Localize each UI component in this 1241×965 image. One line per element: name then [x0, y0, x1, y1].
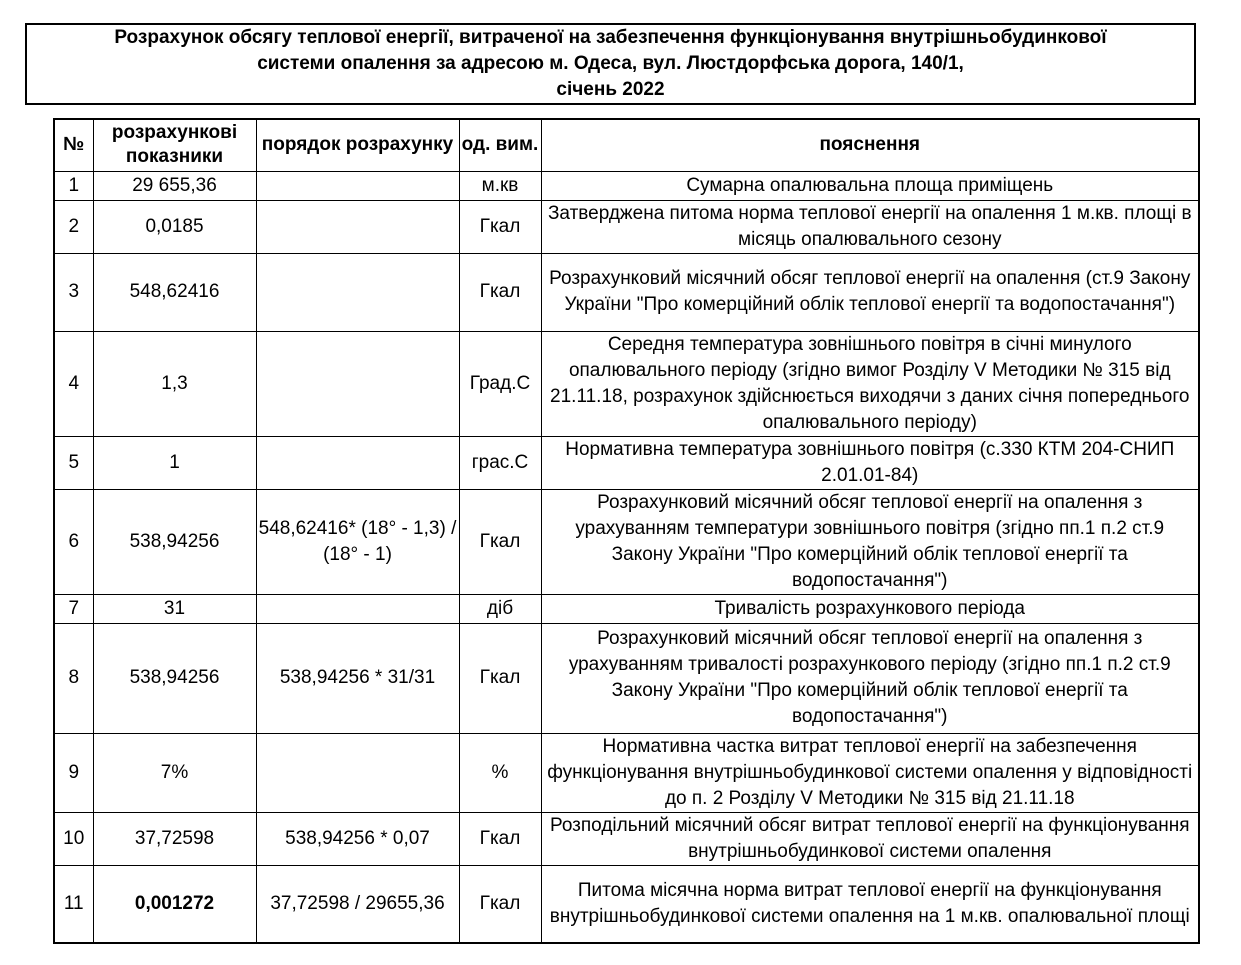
- header-num: №: [54, 119, 93, 171]
- cell-value: 7%: [93, 733, 256, 812]
- cell-explanation: Розрахунковий місячний обсяг теплової енергії на опалення з урахуванням тривалості розрахункового періоду (згідно пп.1 п.2 ст.9 Закону України "Про комерційний облік теплової енергії та водопостачання"): [541, 623, 1199, 733]
- cell-formula: [256, 733, 459, 812]
- cell-value: 0,0185: [93, 200, 256, 253]
- cell-formula: 548,62416* (18° - 1,3) / (18° - 1): [256, 489, 459, 594]
- header-indicator: розрахункові показники: [93, 119, 256, 171]
- cell-formula: 538,94256 * 0,07: [256, 812, 459, 865]
- cell-num: 8: [54, 623, 93, 733]
- cell-num: 3: [54, 253, 93, 331]
- cell-unit: Гкал: [459, 200, 541, 253]
- header-unit: од. вим.: [459, 119, 541, 171]
- table-row: [54, 331, 1199, 436]
- cell-value: 1: [93, 436, 256, 489]
- calculation-table: [53, 118, 1200, 944]
- table-row: [54, 436, 1199, 489]
- cell-num: 11: [54, 865, 93, 943]
- table-row: [54, 489, 1199, 594]
- header-explanation: пояснення: [541, 119, 1199, 171]
- document-title: [25, 23, 1196, 105]
- cell-formula: [256, 253, 459, 331]
- table-row: [54, 865, 1199, 943]
- cell-explanation: Розрахунковий місячний обсяг теплової енергії на опалення (ст.9 Закону України "Про комерційний облік теплової енергії та водопостачання"): [541, 253, 1199, 331]
- cell-unit: Гкал: [459, 489, 541, 594]
- cell-explanation: Нормативна частка витрат теплової енергії на забезпечення функціонування внутрішньобудинкової системи опалення у відповідності до п. 2 Розділу V Методики № 315 від 21.11.18: [541, 733, 1199, 812]
- cell-num: 1: [54, 171, 93, 200]
- cell-num: 7: [54, 594, 93, 623]
- table-row: [54, 594, 1199, 623]
- cell-formula: [256, 171, 459, 200]
- cell-unit: Гкал: [459, 812, 541, 865]
- cell-formula: [256, 436, 459, 489]
- cell-explanation: Середня температура зовнішнього повітря в січні минулого опалювального періоду (згідно вимог Розділу V Методики № 315 від 21.11.18, розрахунок здійснюється виходячи з даних січня попереднього опалювального періоду): [541, 331, 1199, 436]
- cell-unit: грас.С: [459, 436, 541, 489]
- cell-explanation: Нормативна температура зовнішнього повітря (с.330 КТМ 204-СНИП 2.01.01-84): [541, 436, 1199, 489]
- cell-value: 31: [93, 594, 256, 623]
- cell-num: 5: [54, 436, 93, 489]
- table-row: [54, 733, 1199, 812]
- cell-value: 1,3: [93, 331, 256, 436]
- table-header-row: [54, 119, 1199, 171]
- cell-unit: Гкал: [459, 253, 541, 331]
- cell-explanation: Питома місячна норма витрат теплової енергії на функціонування внутрішньобудинкової системи опалення на 1 м.кв. опалювальної площі: [541, 865, 1199, 943]
- title-line-3: січень 2022: [556, 79, 665, 100]
- title-line-1: Розрахунок обсягу теплової енергії, витраченої на забезпечення функціонування внутрішньобудинкової: [114, 27, 1107, 48]
- cell-value: 538,94256: [93, 623, 256, 733]
- cell-num: 10: [54, 812, 93, 865]
- table-row: [54, 171, 1199, 200]
- table-row: [54, 623, 1199, 733]
- cell-explanation: Розрахунковий місячний обсяг теплової енергії на опалення з урахуванням температури зовнішнього повітря (згідно пп.1 п.2 ст.9 Закону України "Про комерційний облік теплової енергії та водопостачання"): [541, 489, 1199, 594]
- cell-unit: м.кв: [459, 171, 541, 200]
- header-procedure: порядок розрахунку: [256, 119, 459, 171]
- cell-unit: Град.С: [459, 331, 541, 436]
- cell-formula: 37,72598 / 29655,36: [256, 865, 459, 943]
- title-line-2: системи опалення за адресою м. Одеса, вул. Люстдорфська дорога, 140/1,: [257, 53, 964, 74]
- cell-unit: Гкал: [459, 865, 541, 943]
- cell-formula: [256, 594, 459, 623]
- cell-value: 538,94256: [93, 489, 256, 594]
- cell-value: 0,001272: [93, 865, 256, 943]
- cell-value: 548,62416: [93, 253, 256, 331]
- cell-num: 2: [54, 200, 93, 253]
- cell-explanation: Тривалість розрахункового періода: [541, 594, 1199, 623]
- cell-num: 4: [54, 331, 93, 436]
- cell-value: 37,72598: [93, 812, 256, 865]
- cell-formula: 538,94256 * 31/31: [256, 623, 459, 733]
- cell-value: 29 655,36: [93, 171, 256, 200]
- cell-unit: %: [459, 733, 541, 812]
- cell-explanation: Затверджена питома норма теплової енергії на опалення 1 м.кв. площі в місяць опалювального сезону: [541, 200, 1199, 253]
- cell-explanation: Розподільний місячний обсяг витрат теплової енергії на функціонування внутрішньобудинкової системи опалення: [541, 812, 1199, 865]
- cell-num: 6: [54, 489, 93, 594]
- table-row: [54, 200, 1199, 253]
- cell-formula: [256, 200, 459, 253]
- table-row: [54, 253, 1199, 331]
- cell-explanation: Сумарна опалювальна площа приміщень: [541, 171, 1199, 200]
- cell-unit: діб: [459, 594, 541, 623]
- cell-unit: Гкал: [459, 623, 541, 733]
- table-row: [54, 812, 1199, 865]
- cell-num: 9: [54, 733, 93, 812]
- cell-formula: [256, 331, 459, 436]
